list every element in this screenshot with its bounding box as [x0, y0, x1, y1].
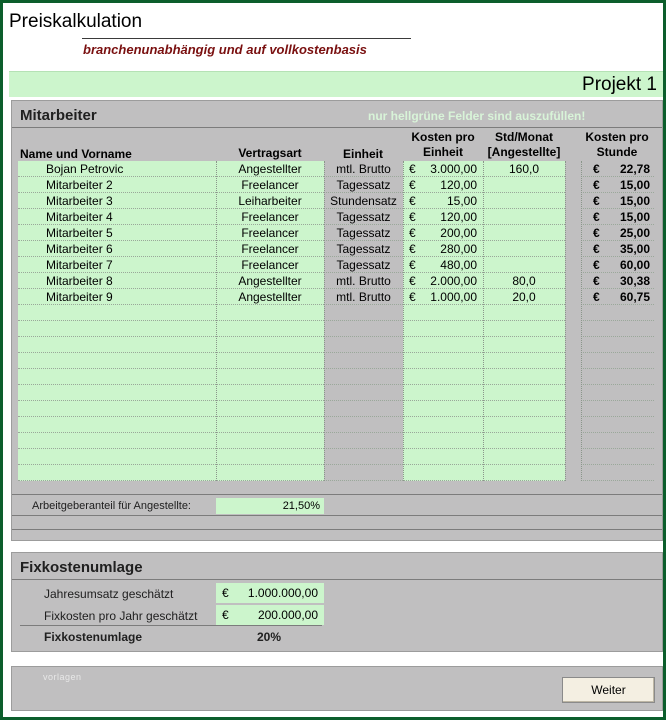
column-separator [483, 161, 484, 481]
unit-value: Stundensatz [330, 194, 397, 208]
hours-value: 20,0 [512, 290, 536, 304]
currency-symbol: € [409, 226, 416, 240]
fixcost-currency: € [222, 608, 229, 622]
table-cell-hours[interactable] [483, 257, 565, 273]
fixcost-panel-title: Fixkostenumlage [20, 559, 143, 576]
table-cell-contract[interactable] [216, 449, 324, 465]
table-cell-cost[interactable] [403, 273, 483, 289]
page-title: Preiskalkulation [9, 11, 143, 32]
col-head-hours-line1: Std/Monat [495, 130, 553, 144]
table-cell-name[interactable] [18, 353, 216, 369]
currency-symbol: € [409, 274, 416, 288]
table-cell-rate [581, 289, 654, 305]
staff-panel-rule [12, 127, 662, 128]
table-cell-contract[interactable] [216, 385, 324, 401]
table-cell-name[interactable] [18, 321, 216, 337]
table-cell-cost[interactable] [403, 417, 483, 433]
contract-value: Angestellter [238, 274, 302, 288]
column-separator [581, 161, 582, 481]
contract-value: Angestellter [238, 290, 302, 304]
table-cell-contract[interactable] [216, 257, 324, 273]
name-value: Mitarbeiter 3 [46, 194, 113, 208]
rate-value: 15,00 [619, 194, 650, 208]
unit-value: Tagessatz [336, 178, 391, 192]
unit-value: Tagessatz [336, 242, 391, 256]
table-cell-unit [324, 305, 403, 321]
fixcost-panel [11, 552, 663, 652]
hours-value: 160,0 [508, 162, 540, 176]
revenue-input[interactable] [216, 583, 324, 603]
table-cell-hours[interactable] [483, 161, 565, 177]
col-head-contract [216, 146, 324, 161]
currency-symbol: € [593, 210, 600, 224]
table-cell-hours[interactable] [483, 321, 565, 337]
table-cell-unit [324, 161, 403, 177]
table-cell-contract[interactable] [216, 321, 324, 337]
table-cell-rate [581, 353, 654, 369]
table-cell-hours[interactable] [483, 241, 565, 257]
table-cell-unit [324, 257, 403, 273]
fixcost-input[interactable] [216, 605, 324, 625]
contract-value: Leiharbeiter [238, 194, 302, 208]
table-cell-contract[interactable] [216, 161, 324, 177]
contract-value: Freelancer [241, 258, 299, 272]
col-head-rate-line1: Kosten pro [585, 130, 649, 144]
table-cell-hours[interactable] [483, 417, 565, 433]
currency-symbol: € [593, 242, 600, 256]
cost-value: 2.000,00 [430, 274, 477, 288]
project-label: Projekt 1 [582, 74, 657, 95]
col-head-unit-text: Einheit [342, 147, 383, 161]
table-cell-rate [581, 193, 654, 209]
table-cell-unit [324, 193, 403, 209]
rate-value: 60,00 [619, 258, 650, 272]
table-cell-hours[interactable] [483, 385, 565, 401]
name-value: Mitarbeiter 6 [46, 242, 113, 256]
table-cell-contract[interactable] [216, 465, 324, 481]
unit-value: mtl. Brutto [336, 274, 391, 288]
table-cell-rate [581, 241, 654, 257]
table-cell-unit [324, 433, 403, 449]
allocation-rule [20, 625, 322, 626]
staff-panel [11, 100, 663, 541]
table-cell-rate [581, 321, 654, 337]
employer-share-label: Arbeitgeberanteil für Angestellte: [32, 500, 191, 512]
rate-value: 35,00 [619, 242, 650, 256]
rate-value: 15,00 [619, 210, 650, 224]
table-cell-hours[interactable] [483, 449, 565, 465]
contract-value: Freelancer [241, 242, 299, 256]
table-cell-cost[interactable] [403, 353, 483, 369]
table-cell-name[interactable] [18, 273, 216, 289]
employer-share-input[interactable]: 21,50% [216, 498, 324, 514]
table-cell-name[interactable] [18, 449, 216, 465]
table-cell-rate [581, 449, 654, 465]
table-cell-name[interactable] [18, 401, 216, 417]
currency-symbol: € [593, 258, 600, 272]
col-head-cost [403, 130, 483, 160]
table-cell-hours[interactable] [483, 289, 565, 305]
table-cell-name[interactable] [18, 433, 216, 449]
column-separator [403, 161, 404, 481]
table-cell-name[interactable] [18, 193, 216, 209]
table-cell-contract[interactable] [216, 273, 324, 289]
table-cell-contract[interactable] [216, 209, 324, 225]
revenue-value: 1.000.000,00 [247, 586, 318, 600]
employer-share-rule-top [12, 494, 662, 495]
table-cell-rate [581, 305, 654, 321]
table-cell-cost[interactable] [403, 305, 483, 321]
table-cell-rate [581, 401, 654, 417]
table-cell-rate [581, 257, 654, 273]
unit-value: Tagessatz [336, 258, 391, 272]
table-cell-unit [324, 337, 403, 353]
table-cell-hours[interactable] [483, 353, 565, 369]
name-value: Mitarbeiter 8 [46, 274, 113, 288]
table-cell-hours[interactable] [483, 225, 565, 241]
col-head-name-text: Name und Vorname [20, 147, 132, 161]
next-button[interactable]: Weiter [562, 677, 655, 703]
table-cell-name[interactable] [18, 465, 216, 481]
table-cell-name[interactable] [18, 225, 216, 241]
table-cell-contract[interactable] [216, 177, 324, 193]
revenue-currency: € [222, 586, 229, 600]
table-cell-rate [581, 177, 654, 193]
col-head-cost-line2: Einheit [422, 145, 463, 159]
table-cell-unit [324, 417, 403, 433]
table-cell-contract[interactable] [216, 353, 324, 369]
cost-value: 280,00 [440, 242, 477, 256]
table-cell-rate [581, 417, 654, 433]
table-cell-unit [324, 289, 403, 305]
currency-symbol: € [593, 162, 600, 176]
table-cell-rate [581, 273, 654, 289]
col-head-rate [579, 130, 655, 160]
revenue-label: Jahresumsatz geschätzt [44, 587, 174, 601]
table-cell-cost[interactable] [403, 369, 483, 385]
currency-symbol: € [409, 194, 416, 208]
table-cell-cost[interactable] [403, 449, 483, 465]
table-cell-cost[interactable] [403, 161, 483, 177]
table-cell-cost[interactable] [403, 321, 483, 337]
contract-value: Freelancer [241, 226, 299, 240]
fixcost-panel-rule [12, 579, 662, 580]
contract-value: Angestellter [238, 162, 302, 176]
table-cell-cost[interactable] [403, 209, 483, 225]
cost-value: 120,00 [440, 210, 477, 224]
table-cell-unit [324, 225, 403, 241]
table-cell-hours[interactable] [483, 177, 565, 193]
currency-symbol: € [593, 290, 600, 304]
table-cell-hours[interactable] [483, 433, 565, 449]
col-head-hours [483, 130, 565, 160]
fixcost-label: Fixkosten pro Jahr geschätzt [44, 609, 198, 623]
contract-value: Freelancer [241, 210, 299, 224]
table-cell-hours[interactable] [483, 273, 565, 289]
table-cell-cost[interactable] [403, 177, 483, 193]
table-cell-unit [324, 177, 403, 193]
table-cell-name[interactable] [18, 241, 216, 257]
cost-value: 3.000,00 [430, 162, 477, 176]
unit-value: Tagessatz [336, 226, 391, 240]
cost-value: 480,00 [440, 258, 477, 272]
table-cell-name[interactable] [18, 289, 216, 305]
rate-value: 60,75 [619, 290, 650, 304]
name-value: Mitarbeiter 5 [46, 226, 113, 240]
currency-symbol: € [409, 242, 416, 256]
table-cell-name[interactable] [18, 177, 216, 193]
table-cell-unit [324, 369, 403, 385]
name-value: Mitarbeiter 9 [46, 290, 113, 304]
table-cell-unit [324, 273, 403, 289]
column-separator [565, 161, 566, 481]
table-cell-name[interactable] [18, 305, 216, 321]
table-cell-name[interactable] [18, 209, 216, 225]
table-cell-unit [324, 241, 403, 257]
table-cell-cost[interactable] [403, 433, 483, 449]
table-cell-cost[interactable] [403, 241, 483, 257]
table-cell-hours[interactable] [483, 305, 565, 321]
table-cell-name[interactable] [18, 337, 216, 353]
table-cell-cost[interactable] [403, 337, 483, 353]
employer-share-rule-bottom [12, 515, 662, 516]
table-cell-contract[interactable] [216, 401, 324, 417]
name-value: Mitarbeiter 2 [46, 178, 113, 192]
project-band [9, 71, 663, 97]
table-cell-rate [581, 369, 654, 385]
rate-value: 22,78 [619, 162, 650, 176]
table-cell-contract[interactable] [216, 337, 324, 353]
col-head-cost-line1: Kosten pro [411, 130, 475, 144]
allocation-value: 20% [257, 630, 282, 644]
table-cell-contract[interactable] [216, 241, 324, 257]
table-cell-rate [581, 465, 654, 481]
table-cell-cost[interactable] [403, 193, 483, 209]
currency-symbol: € [409, 290, 416, 304]
table-cell-contract[interactable] [216, 369, 324, 385]
cost-value: 1.000,00 [430, 290, 477, 304]
currency-symbol: € [409, 162, 416, 176]
unit-value: Tagessatz [336, 210, 391, 224]
currency-symbol: € [409, 210, 416, 224]
table-cell-hours[interactable] [483, 337, 565, 353]
table-cell-name[interactable] [18, 417, 216, 433]
name-value: Bojan Petrovic [46, 162, 124, 176]
column-separator [216, 161, 217, 481]
name-value: Mitarbeiter 4 [46, 210, 113, 224]
footer-small-text: vorlagen [43, 672, 82, 682]
cost-value: 120,00 [440, 178, 477, 192]
col-head-unit [323, 147, 403, 162]
table-cell-cost[interactable] [403, 225, 483, 241]
rate-value: 30,38 [619, 274, 650, 288]
currency-symbol: € [593, 226, 600, 240]
name-value: Mitarbeiter 7 [46, 258, 113, 272]
table-cell-contract[interactable] [216, 305, 324, 321]
table-cell-rate [581, 433, 654, 449]
cost-value: 200,00 [440, 226, 477, 240]
fixcost-value: 200.000,00 [257, 608, 318, 622]
staff-panel-bottom-rule [12, 529, 662, 530]
currency-symbol: € [593, 194, 600, 208]
table-cell-cost[interactable] [403, 465, 483, 481]
staff-panel-title: Mitarbeiter [20, 107, 97, 124]
table-cell-contract[interactable] [216, 433, 324, 449]
table-cell-cost[interactable] [403, 289, 483, 305]
rate-value: 15,00 [619, 178, 650, 192]
table-cell-hours[interactable] [483, 401, 565, 417]
table-cell-hours[interactable] [483, 193, 565, 209]
table-cell-rate [581, 209, 654, 225]
currency-symbol: € [593, 178, 600, 192]
table-cell-unit [324, 449, 403, 465]
table-cell-unit [324, 465, 403, 481]
table-cell-rate [581, 337, 654, 353]
table-cell-name[interactable] [18, 369, 216, 385]
column-separator [324, 161, 325, 481]
rate-value: 25,00 [619, 226, 650, 240]
table-cell-contract[interactable] [216, 193, 324, 209]
table-cell-unit [324, 401, 403, 417]
title-rule [82, 38, 411, 39]
table-cell-hours[interactable] [483, 465, 565, 481]
cost-value: 15,00 [446, 194, 477, 208]
hours-value: 80,0 [512, 274, 536, 288]
table-cell-cost[interactable] [403, 385, 483, 401]
table-cell-contract[interactable] [216, 225, 324, 241]
col-head-hours-line2: [Angestellte] [487, 145, 561, 159]
currency-symbol: € [409, 258, 416, 272]
col-head-rate-line2: Stunde [596, 145, 638, 159]
unit-value: mtl. Brutto [336, 290, 391, 304]
table-cell-unit [324, 385, 403, 401]
col-head-name [20, 147, 132, 162]
col-head-contract-text: Vertragsart [238, 146, 302, 160]
page-subtitle: branchenunabhängig und auf vollkostenbasis [83, 42, 367, 57]
table-cell-rate [581, 161, 654, 177]
table-cell-name[interactable] [18, 161, 216, 177]
table-cell-unit [324, 353, 403, 369]
table-cell-hours[interactable] [483, 209, 565, 225]
table-cell-name[interactable] [18, 385, 216, 401]
table-cell-name[interactable] [18, 257, 216, 273]
table-cell-cost[interactable] [403, 401, 483, 417]
table-cell-unit [324, 321, 403, 337]
table-cell-hours[interactable] [483, 369, 565, 385]
table-cell-rate [581, 225, 654, 241]
table-cell-unit [324, 209, 403, 225]
contract-value: Freelancer [241, 178, 299, 192]
fill-hint: nur hellgrüne Felder sind auszufüllen! [368, 109, 586, 123]
table-cell-cost[interactable] [403, 257, 483, 273]
table-cell-contract[interactable] [216, 289, 324, 305]
unit-value: mtl. Brutto [336, 162, 391, 176]
table-cell-contract[interactable] [216, 417, 324, 433]
currency-symbol: € [593, 274, 600, 288]
currency-symbol: € [409, 178, 416, 192]
table-cell-rate [581, 385, 654, 401]
allocation-label: Fixkostenumlage [44, 630, 143, 644]
